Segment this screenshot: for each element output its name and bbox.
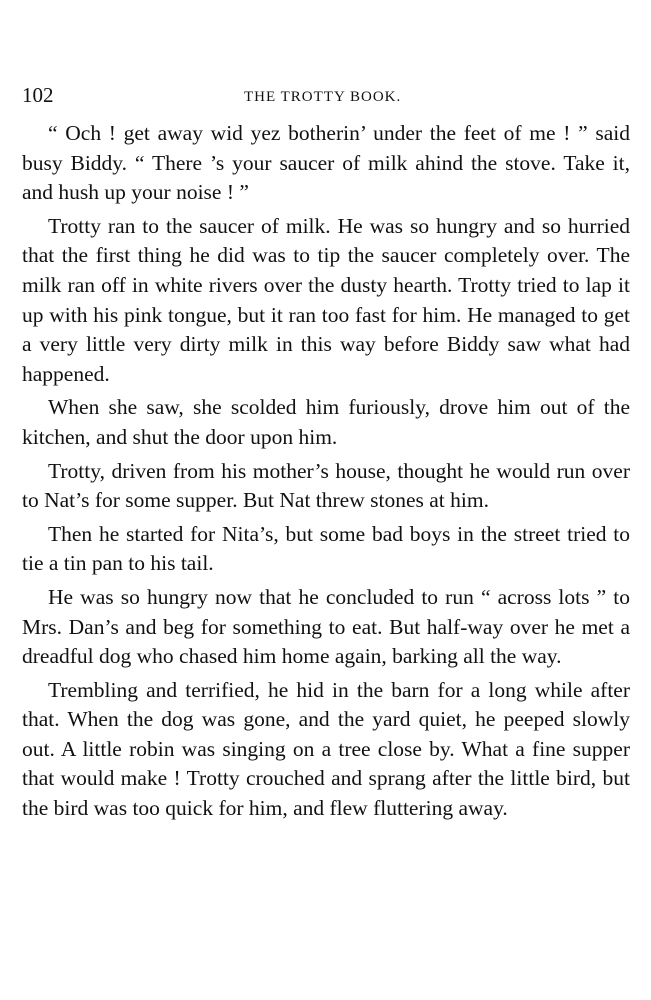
paragraph: When she saw, she scolded him furiously, drove him out of the kitchen, and shut the door upon him.	[22, 395, 630, 449]
paragraph: “ Och ! get away wid yez botherin’ under the feet of me ! ” said busy Biddy. “ There ’s your saucer of milk ahind the stove. Take it, and hush up your noise ! ”	[22, 121, 630, 205]
page-number: 102	[22, 83, 54, 107]
paragraph: He was so hungry now that he concluded to run “ across lots ” to Mrs. Dan’s and beg for something to eat. But half-way over he met a dreadful dog who chased him home again, barking all the way.	[22, 584, 630, 669]
paragraph: Trotty, driven from his mother’s house, thought he would run over to Nat’s for some supper. But Nat threw stones at him.	[22, 458, 630, 513]
running-head	[22, 80, 630, 110]
paragraph: Then he started for Nita’s, but some bad boys in the street tried to tie a tin pan to his tail.	[22, 521, 630, 576]
paragraph: Trotty ran to the saucer of milk. He was so hungry and so hurried that the first thing he did was to tip the saucer completely over. The milk ran off in white rivers over the dusty hearth. Trotty tried to lap it up with his pink tongue, but it ran too fast for him. He managed to get a very little very dirty milk in this way before Biddy saw what had happened.	[22, 213, 630, 386]
body-text	[22, 119, 630, 828]
running-title: THE TROTTY BOOK.	[244, 89, 402, 105]
paragraph: Trembling and terrified, he hid in the barn for a long while after that. When the dog was gone, and the yard quiet, he peeped slowly out. A little robin was singing on a tree close by. What a fine supper that would make ! Trotty crouched and sprang after the little bird, but the bird was too quick for him, and flew fluttering away.	[22, 677, 630, 821]
